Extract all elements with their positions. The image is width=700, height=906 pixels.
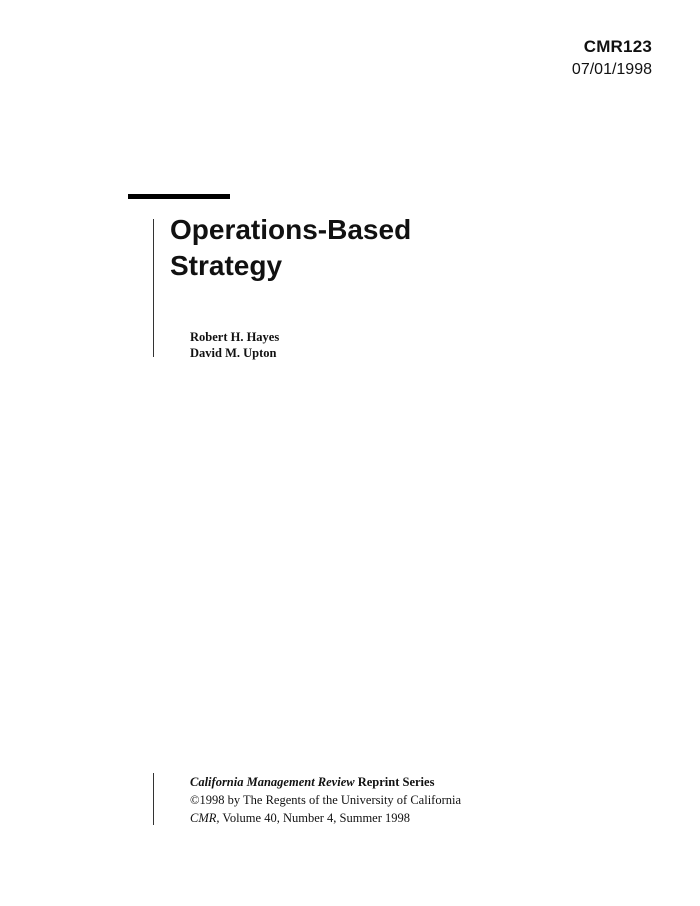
document-date: 07/01/1998 xyxy=(571,61,652,79)
citation-details: Volume 40, Number 4, Summer 1998 xyxy=(219,811,411,825)
document-meta xyxy=(572,36,652,80)
article-title xyxy=(170,212,411,284)
series-journal-name: California Management Review xyxy=(190,775,355,789)
footer-vertical-rule xyxy=(153,773,154,825)
author-name: Robert H. Hayes xyxy=(190,330,280,344)
article-title-line-1: Operations-Based xyxy=(170,214,412,245)
citation-journal: CMR, xyxy=(190,811,220,825)
article-title-line-2: Strategy xyxy=(170,250,283,281)
citation xyxy=(190,809,461,827)
title-vertical-rule xyxy=(153,219,154,357)
copyright-notice: ©1998 by The Regents of the University of California xyxy=(190,793,462,807)
series-label: Reprint Series xyxy=(354,775,435,789)
reprint-footer xyxy=(190,773,461,827)
author-list xyxy=(190,329,279,361)
reprint-series xyxy=(190,773,461,791)
title-accent-bar xyxy=(128,194,230,199)
author-name: David M. Upton xyxy=(190,346,277,360)
document-id: CMR123 xyxy=(583,37,652,56)
